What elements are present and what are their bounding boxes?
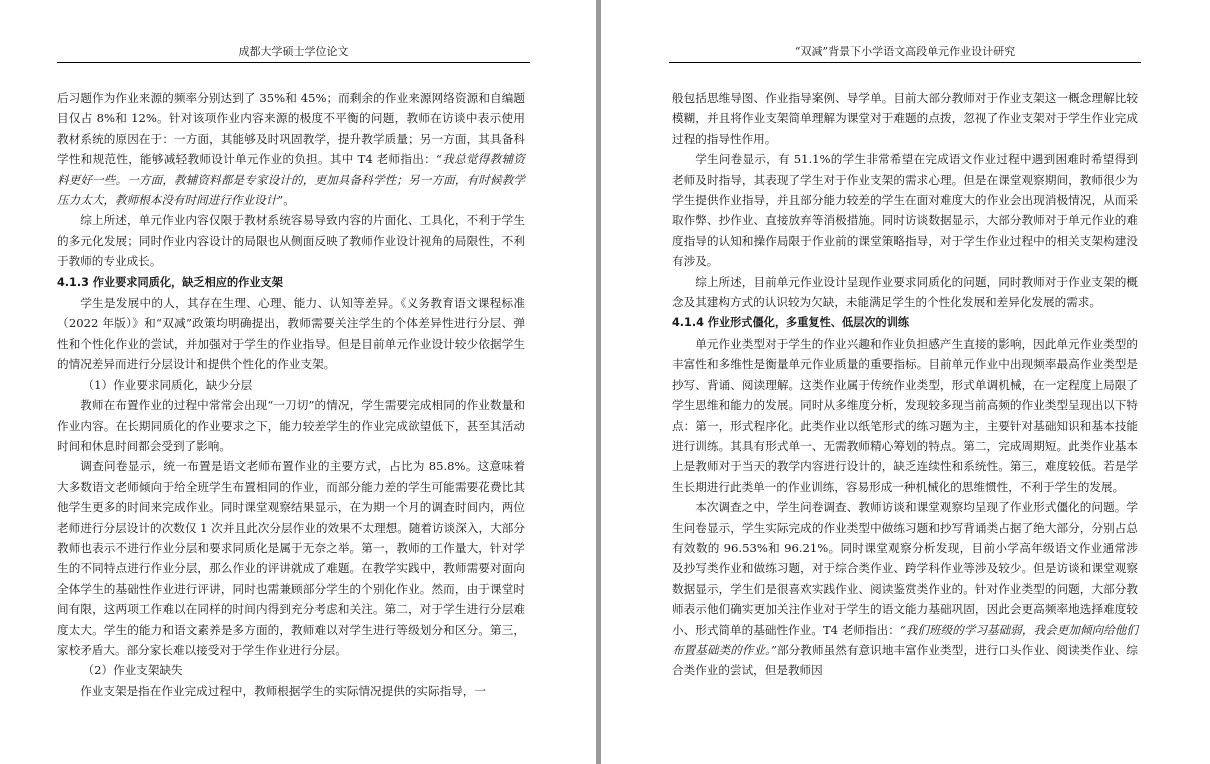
paragraph-text: 本次调查之中，学生问卷调查、教师访谈和课堂观察均呈现了作业形式僵化的问题。学生问卷显示，学生实际完成的作业类型中做练习题和抄写背诵类占据了绝大部分，分别占总有效数的 96.53%和 96.21%。同时课堂观察分析发现，目前小学高年级语文作业通常涉及抄写类作业和做练习题，对于综合类作业、跨学科作业等涉及较少。但是访谈和课堂观察数据显示，学生们是很喜欢实践作业、阅读鉴赏类作业的。针对作业类型的问题，大部分教师表示他们确实更加关注作业对于学生的语文能力基础巩固，因此会更高频率地选择难度较小、形式简单的基础性作业。T4 老师指出： [672,500,1138,637]
paragraph: 作业支架是指在作业完成过程中，教师根据学生的实际情况提供的实际指导，一 [80,683,486,698]
section-heading: 4.1.4 作业形式僵化，多重复性、低层次的训练 [672,316,910,330]
header-rule [669,62,1141,63]
right-page [601,0,1210,764]
section-heading: 4.1.3 作业要求同质化，缺乏相应的作业支架 [57,275,283,289]
paragraph: 学生问卷显示，有 51.1%的学生非常希望在完成语文作业过程中遇到困难时希望得到老师及时指导，其表现了学生对于作业支架的需求心理。但是在课堂观察期间，教师很少为学生提供作业指导，并且部分能力较差的学生在面对难度大的作业会出现消极情况，从而采取作弊、抄作业、直接放弃等消极措施。同时访谈数据显示，大部分教师对于单元作业的难度指导的认知和操作局限于作业前的课堂策略指导，对于学生作业过程中的相关支架构建没有涉及。 [672,152,1138,269]
left-page [0,0,596,764]
paragraph [672,497,1138,681]
interview-quote: “我们班级的学习基础弱，我会更加倾向给他们布置基础类的作业。” [672,622,1138,657]
subsection-heading: （1）作业要求同质化，缺少分层 [82,377,253,392]
paragraph: 综上所述，单元作业内容仅限于教材系统容易导致内容的片面化、工具化，不利于学生的多元化发展；同时作业内容设计的局限也从侧面反映了教师作业设计视角的局限性，不利于教师的专业成长。 [57,213,525,269]
page-header: “双减”背景下小学语文高段单元作业设计研究 [794,45,1016,58]
paragraph: 单元作业类型对于学生的作业兴趣和作业负担感产生直接的影响，因此单元作业类型的丰富性和多维性是衡量单元作业质量的重要指标。目前单元作业中出现频率最高作业类型是抄写、背诵、阅读理解。这类作业属于传统作业类型，形式单调机械，在一定程度上局限了学生思维和能力的发展。同时从多维度分析，发现较多现当前高频的作业类型呈现出以下特点：第一，形式程序化。此类作业以纸笔形式的练习题为主，主要针对基础知识和基本技能进行训练。其具有形式单一、无需教师精心筹划的特点。第二，完成周期短。此类作业基本上是教师对于当天的教学内容进行设计的，缺乏连续性和系统性。第三，难度较低。若是学生长期进行此类单一的作业训练，容易形成一种机械化的思维惯性，不利于学生的发展。 [672,336,1138,494]
paragraph: 综上所述，目前单元作业设计呈现作业要求同质化的问题，同时教师对于作业支架的概念及其建构方式的认识较为欠缺，未能满足学生的个性化发展和差异化发展的需求。 [672,274,1138,310]
paragraph: 教师在布置作业的过程中常常会出现“一刀切”的情况，学生需要完成相同的作业数量和作业内容。在长期同质化的作业要求之下，能力较差学生的作业完成欲望低下，甚至其活动时间和休息时间都会受到了影响。 [57,398,525,453]
paragraph [57,88,525,210]
page-header: 成都大学硕士学位论文 [238,45,349,58]
paragraph-text: 后习题作为作业来源的频率分别达到了 35%和 45%；而剩余的作业来源网络资源和自编题目仅占 8%和 12%。针对该项作业内容来源的极度不平衡的问题，教师在访谈中表示使用教材系统的原因在于：一方面，其能够及时巩固教学，提升教学质量；另一方面，其具备科学性和规范性，能够减轻教师设计单元作业的负担。其中 T4 老师指出： [57,91,525,167]
interview-quote: “我总觉得教辅资料更好一些。一方面，教辅资料都是专家设计的，更加具备科学性；另一方面，有时候教学压力太大，教师根本没有时间进行作业设计 [57,152,525,208]
paragraph: 调查问卷显示，统一布置是语文老师布置作业的主要方式，占比为 85.8%。这意味着大多数语文老师倾向于给全班学生布置相同的作业，而部分能力差的学生可能需要花费比其他学生更多的时间来完成作业。同时课堂观察结果显示，在为期一个月的调查时间内，两位老师进行分层设计的次数仅 1 次并且此次分层作业的效果不太理想。随着访谈深入，大部分教师也表示不进行作业分层和要求同质化是属于无奈之举。第一，教师的工作量大，针对学生的不同特点进行作业分层，那么作业的评讲就成了难题。在教学实践中，教师需要对面向全体学生的基础性作业进行评讲，同时也需兼顾部分学生的个别化作业。然而，由于课堂时间有限，这两项工作难以在同样的时间内得到充分考虑和关注。第二，对于学生进行分层难度太大。学生的能力和语文素养是多方面的，教师难以对学生进行等级划分和区分。第三，家校矛盾大。部分家长难以接受对于学生作业进行分层。 [57,459,525,657]
subsection-heading: （2）作业支架缺失 [82,663,183,678]
paragraph-text: 部分教师虽然有意识地丰富作业类型，进行口头作业、阅读类作业、综合类作业的尝试，但是教师因 [672,642,1138,678]
paragraph-text: ”。 [277,193,295,208]
paragraph: 般包括思维导图、作业指导案例、导学单。目前大部分教师对于作业支架这一概念理解比较模糊，并且将作业支架简单理解为课堂对于难题的点拨，忽视了作业支架对于学生作业完成过程的指导性作用。 [672,91,1138,146]
page-body [672,88,1138,681]
page-body [57,88,525,701]
header-rule [57,62,530,63]
paragraph: 学生是发展中的人，其存在生理、心理、能力、认知等差异。《义务教育语文课程标准（2022 年版）》和“双减”政策均明确提出，教师需要关注学生的个体差异性进行分层、弹性和个性化作业的尝试，并加强对于学生的作业指导。但是目前单元作业设计较少依据学生的情况差异而进行分层设计和提供个性化的作业支架。 [57,296,525,372]
